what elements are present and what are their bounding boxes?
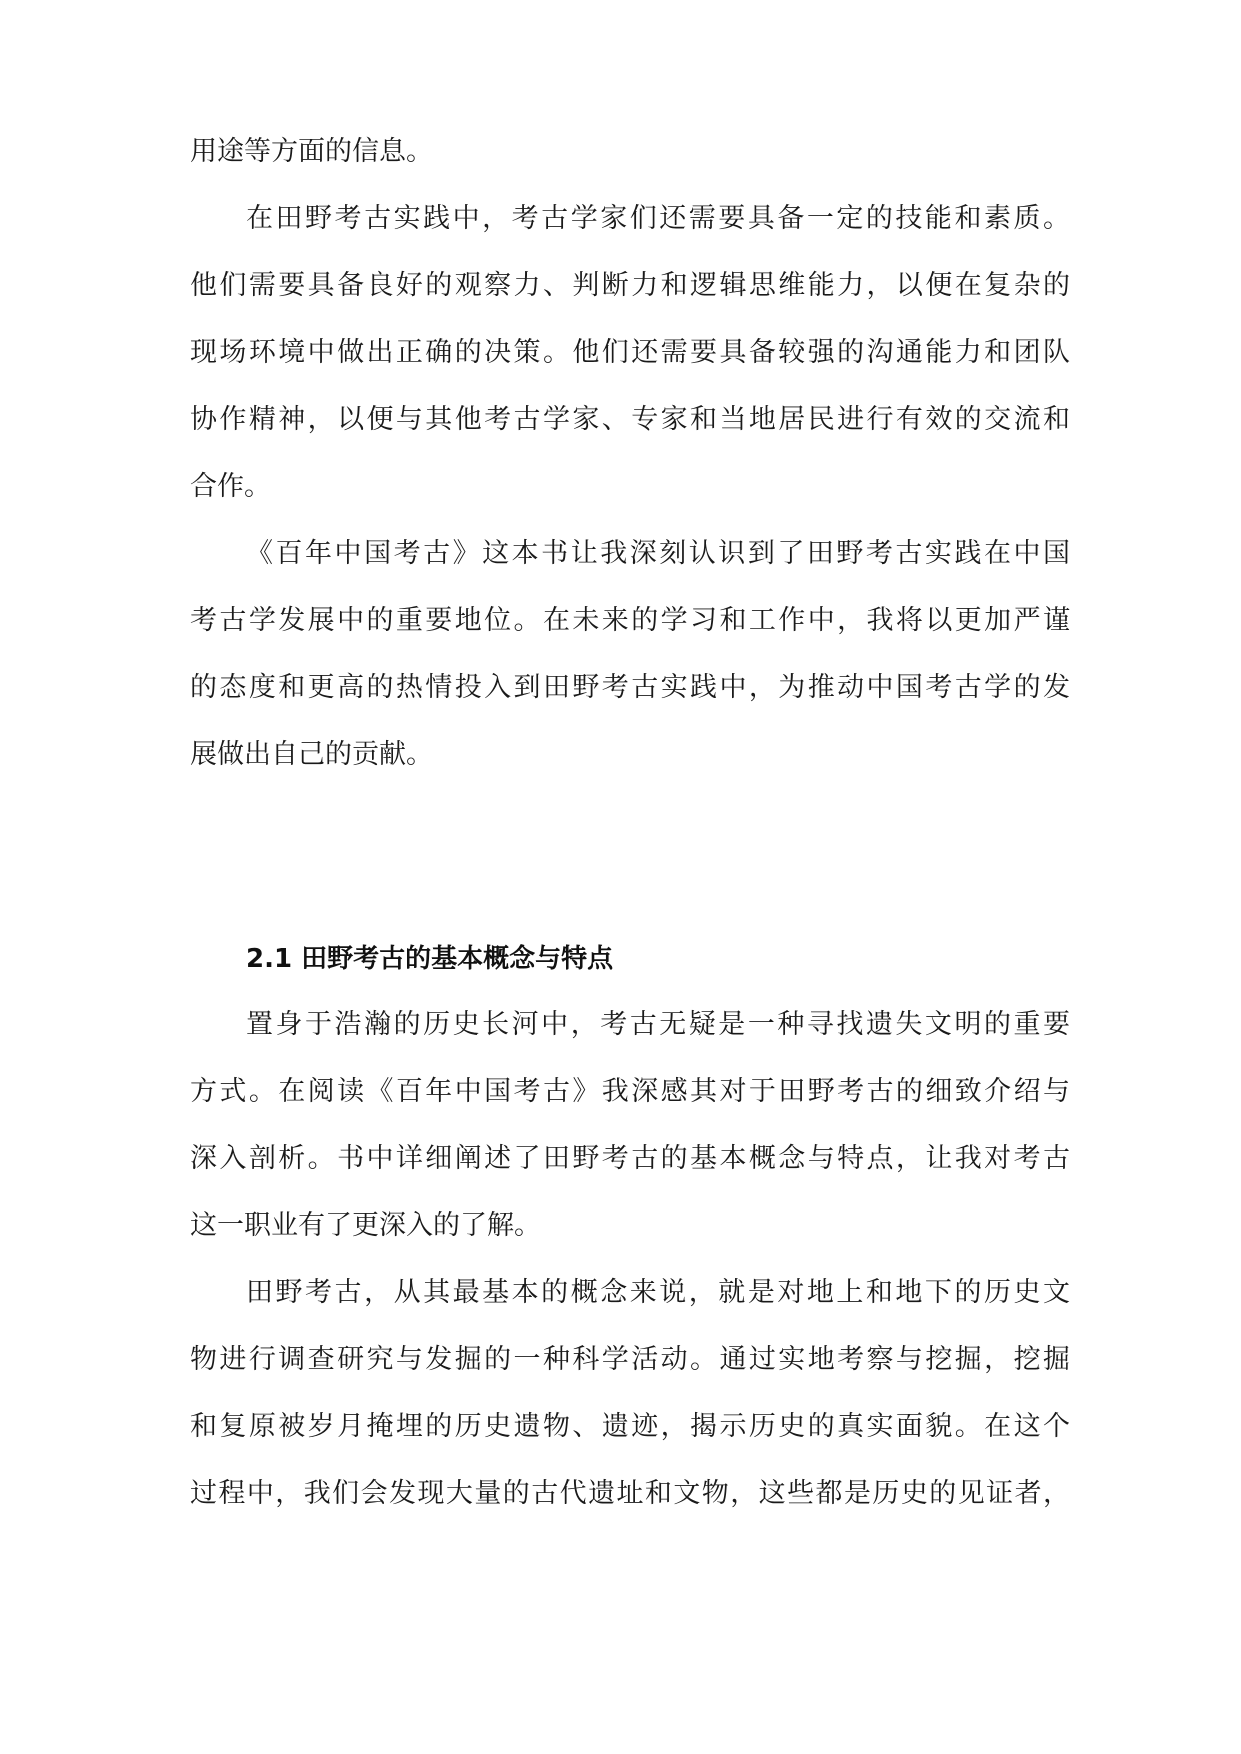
section-heading: 2.1 田野考古的基本概念与特点 [246,944,614,974]
text-line: 用途等方面的信息。 [190,136,433,167]
text-line: 方式。在阅读《百年中国考古》我深感其对于田野考古的细致介绍与 [190,1076,1070,1107]
text-line: 过程中，我们会发现大量的古代遗址和文物，这些都是历史的见证者， [190,1478,1070,1509]
text-line: 考古学发展中的重要地位。在未来的学习和工作中，我将以更加严谨 [190,605,1070,636]
text-line: 他们需要具备良好的观察力、判断力和逻辑思维能力，以便在复杂的 [190,270,1070,301]
text-line: 协作精神，以便与其他考古学家、专家和当地居民进行有效的交流和 [190,404,1070,435]
text-line: 这一职业有了更深入的了解。 [190,1210,541,1241]
text-line: 合作。 [190,471,271,502]
text-line: 的态度和更高的热情投入到田野考古实践中，为推动中国考古学的发 [190,672,1070,703]
text-line: 深入剖析。书中详细阐述了田野考古的基本概念与特点，让我对考古 [190,1143,1070,1174]
text-line: 展做出自己的贡献。 [190,739,433,770]
text-line: 在田野考古实践中，考古学家们还需要具备一定的技能和素质。 [246,203,1070,234]
text-line: 《百年中国考古》这本书让我深刻认识到了田野考古实践在中国 [246,538,1070,569]
text-line: 和复原被岁月掩埋的历史遗物、遗迹，揭示历史的真实面貌。在这个 [190,1411,1070,1442]
text-line: 置身于浩瀚的历史长河中，考古无疑是一种寻找遗失文明的重要 [246,1009,1070,1040]
text-line: 现场环境中做出正确的决策。他们还需要具备较强的沟通能力和团队 [190,337,1070,368]
text-line: 物进行调查研究与发掘的一种科学活动。通过实地考察与挖掘，挖掘 [190,1344,1070,1375]
text-line: 田野考古，从其最基本的概念来说，就是对地上和地下的历史文 [246,1277,1070,1308]
